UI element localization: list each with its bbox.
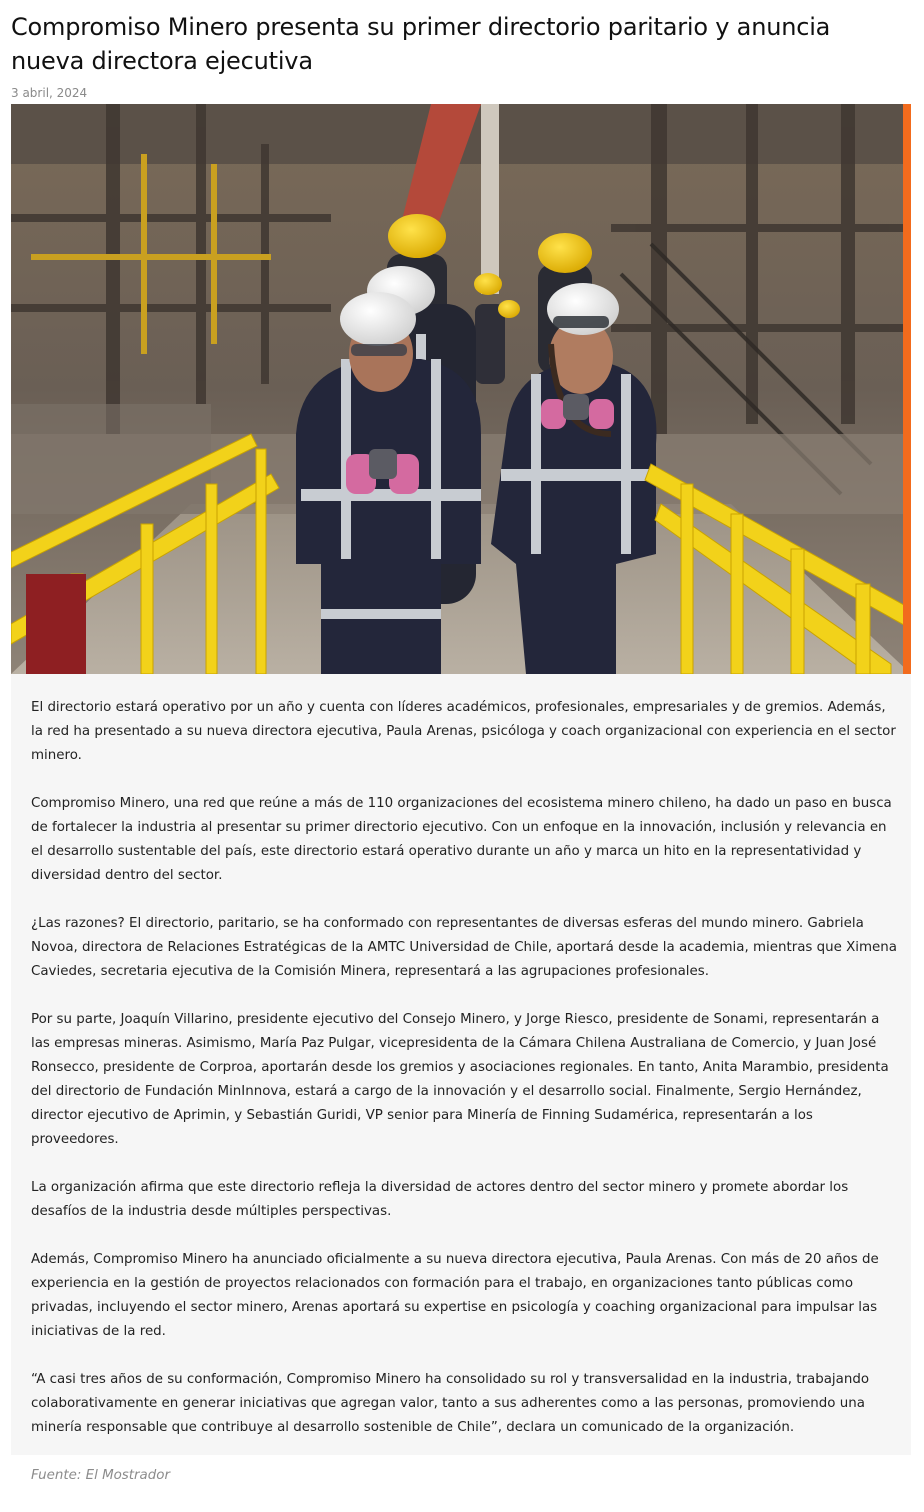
hero-illustration — [11, 104, 911, 674]
article-quote: “A casi tres años de su conformación, Compromiso Minero ha consolidado su rol y transversalidad en la industria, trabajando colaborativamente en generar iniciativas que agregan valor, tanto a sus adherentes como a las personas, promoviendo una minería responsable que contribuye al desarrollo sostenible de Chile”, declara un comunicado de la organización. — [31, 1372, 870, 1435]
article-body — [11, 674, 911, 1483]
publish-date: 3 abril, 2024 — [11, 86, 88, 100]
article-text — [31, 696, 897, 1512]
article-title: Compromiso Minero presenta su primer directorio paritario y anuncia nueva directora ejecutiva — [11, 13, 831, 75]
article-paragraph: Además, Compromiso Minero ha anunciado oficialmente a su nueva directora ejecutiva, Paula Arenas. Con más de 20 años de experiencia en la gestión de proyectos relacionados con formación para el trabajo, en organizaciones tanto públicas como privadas, incluyendo el sector minero, Arenas aportará su expertise en psicología y coaching organizacional para impulsar las iniciativas de la red. — [31, 1252, 879, 1339]
article-source: Fuente: El Mostrador — [31, 1468, 170, 1483]
article-paragraph: Compromiso Minero, una red que reúne a más de 110 organizaciones del ecosistema minero chileno, ha dado un paso en busca de fortalecer la industria al presentar su primer directorio ejecutivo. Con un enfoque en la innovación, inclusión y relevancia en el desarrollo sustentable del país, este directorio estará operativo durante un año y marca un hito en la representatividad y diversidad dentro del sector. — [31, 796, 892, 883]
article-paragraph: Por su parte, Joaquín Villarino, presidente ejecutivo del Consejo Minero, y Jorge Riesco, presidente de Sonami, representarán a las empresas mineras. Asimismo, María Paz Pulgar, vicepresidenta de la Cámara Chilena Australiana de Comercio, y Juan José Ronsecco, presidente de Corproa, aportarán desde los gremios y asociaciones regionales. En tanto, Anita Marambio, presidenta del directorio de Fundación MinInnova, estará a cargo de la innovación y el desarrollo social. Finalmente, Sergio Hernández, director ejecutivo de Aprimin, y Sebastián Guridi, VP senior para Minería de Finning Sudamérica, representarán a los proveedores. — [31, 1012, 889, 1147]
article-hero-image — [11, 104, 911, 674]
article-paragraph: ¿Las razones? El directorio, paritario, se ha conformado con representantes de diversas esferas del mundo minero. Gabriela Novoa, directora de Relaciones Estratégicas de la AMTC Universidad de Chile, aportará desde la academia, mientras que Ximena Caviedes, secretaria ejecutiva de la Comisión Minera, representará a las agrupaciones profesionales. — [31, 916, 897, 979]
article-lead: El directorio estará operativo por un año y cuenta con líderes académicos, profesionales, empresariales y de gremios. Además, la red ha presentado a su nueva directora ejecutiva, Paula Arenas, psicóloga y coach organizacional con experiencia en el sector minero. — [31, 700, 896, 763]
article-paragraph: La organización afirma que este directorio refleja la diversidad de actores dentro del sector minero y promete abordar los desafíos de la industria desde múltiples perspectivas. — [31, 1180, 849, 1219]
